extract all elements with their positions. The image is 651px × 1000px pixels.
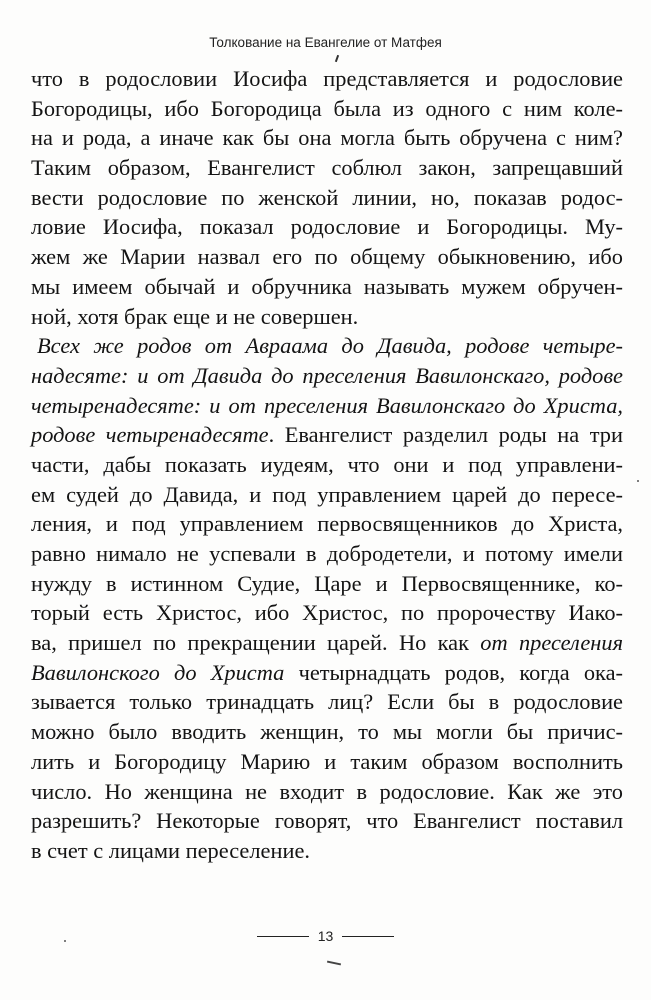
italic-quote: четыренадесяте: и от преселения Вавилонскаго до Христа, <box>31 392 623 418</box>
italic-quote: от преселения <box>480 630 623 656</box>
print-speck <box>335 55 339 62</box>
text-line <box>31 717 623 747</box>
text-run: четырнадцать родов, когда ока- <box>284 659 623 685</box>
text-run: ем судей до Давида, и под управлением царей до пересе- <box>31 481 623 507</box>
text-run: число. Но женщина не входит в родословие. Как же это <box>31 778 623 804</box>
text-run: вести родословие по женской линии, но, показав родос- <box>31 184 623 210</box>
text-line <box>31 569 623 599</box>
text-line <box>31 212 623 242</box>
text-line <box>31 777 623 807</box>
text-run: разрешить? Некоторые говорят, что Евангелист поставил <box>31 808 623 834</box>
italic-quote: родове четыренадесяте <box>31 422 269 448</box>
text-line <box>31 331 623 361</box>
text-line <box>31 539 623 569</box>
text-line <box>31 658 623 688</box>
text-line <box>31 747 623 777</box>
text-run: что в родословии Иосифа представляется и родословие <box>31 66 623 91</box>
print-speck <box>637 480 639 482</box>
body-text <box>31 64 623 866</box>
text-line <box>31 806 623 836</box>
page-footer <box>0 928 651 944</box>
text-line <box>31 836 623 866</box>
text-run: ления, и под управлением первосвященников до Христа, <box>31 511 623 537</box>
italic-quote: Вавилонского до Христа <box>31 659 285 685</box>
text-run: зывается только тринадцать лиц? Если бы в родословие <box>31 689 623 715</box>
text-line <box>31 480 623 510</box>
italic-quote: Всех же родов от Авраама до Давида, родове четыре- <box>37 333 623 359</box>
text-line <box>31 509 623 539</box>
print-speck <box>327 961 341 966</box>
text-line <box>31 153 623 183</box>
italic-quote: надесяте: и от Давида до преселения Вавилонскаго, родове <box>31 362 623 388</box>
text-line <box>31 94 623 124</box>
text-run: ной, хотя брак еще и не совершен. <box>31 303 359 329</box>
text-run: торый есть Христос, ибо Христос, по пророчеству Иако- <box>31 600 623 626</box>
footer-rule-left <box>257 936 309 937</box>
text-run: ва, пришел по прекращении царей. Но как <box>31 630 481 656</box>
text-run: ловие Иосифа, показал родословие и Богородицы. Му- <box>31 214 623 240</box>
text-run: жем же Марии назвал его по общему обыкновению, ибо <box>31 244 623 270</box>
text-line <box>31 302 623 332</box>
text-run: нужду в истинном Судие, Царе и Первосвященнике, ко- <box>31 570 623 596</box>
text-line <box>31 64 623 94</box>
text-run: в счет с лицами переселение. <box>31 837 310 863</box>
text-line <box>31 687 623 717</box>
text-run: части, дабы показать иудеям, что они и под управлени- <box>31 451 623 477</box>
text-line <box>31 242 623 272</box>
text-run: Таким образом, Евангелист соблюл закон, запрещавший <box>31 155 623 181</box>
footer-rule-right <box>342 936 394 937</box>
text-line <box>31 598 623 628</box>
text-run: на и рода, а иначе как бы она могла быть обручена с ним? <box>31 125 623 151</box>
text-line <box>31 391 623 421</box>
text-run: . Евангелист разделил роды на три <box>268 422 623 448</box>
text-run: мы имеем обычай и обручника называть мужем обручен- <box>31 273 623 299</box>
page-number: 13 <box>317 928 334 944</box>
text-run: можно было вводить женщин, то мы могли бы причис- <box>31 719 623 745</box>
text-line <box>31 123 623 153</box>
text-line <box>31 420 623 450</box>
text-run: Богородицы, ибо Богородица была из одного с ним коле- <box>31 95 623 121</box>
text-line <box>31 361 623 391</box>
text-line <box>31 183 623 213</box>
text-run: равно нимало не успевали в добродетели, и потому имели <box>31 541 623 566</box>
running-header: Толкование на Евангелие от Матфея <box>209 35 442 50</box>
text-line <box>31 450 623 480</box>
text-line <box>31 272 623 302</box>
text-line <box>31 628 623 658</box>
text-run: лить и Богородицу Марию и таким образом восполнить <box>31 748 623 774</box>
